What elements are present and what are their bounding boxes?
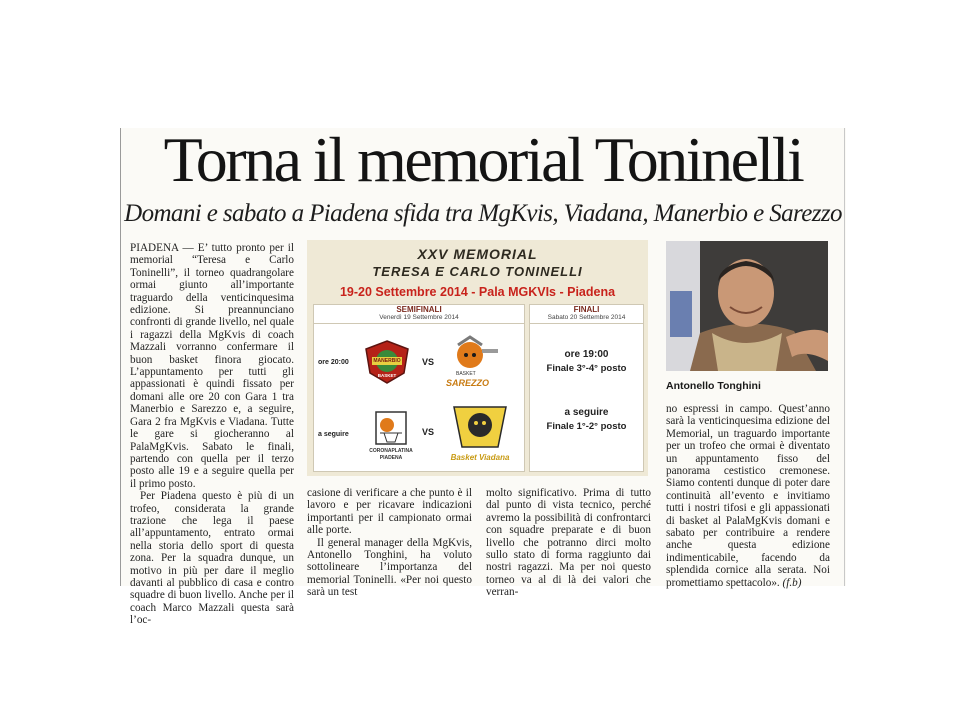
photo-antonello-tonghini [666,241,828,371]
semifinal-panel [313,304,525,472]
photo-caption: Antonello Tonghini [666,380,761,392]
team-label: PIADENA [379,455,403,461]
article-column-3 [486,487,651,599]
semifinal-heading: SEMIFINALI [396,305,442,314]
paragraph: PIADENA — E’ tutto pronto per il memorial “Teresa e Carlo Toninelli”, il torneo quadrangolare ormai giunto all’importante traguardo della venticinquesima edizione. Si preannunciano confronti di grande livello, nel quale i ragazzi della MgKvis di coach Mazzali vorranno confermare il buon basket finora giocato. L’appuntamento per tutti gli appassionati è quindi fissato per domani alle ore 20 con Gara 1 tra Manerbio e Sarezzo e, a seguire, Gara 2 fra MgKvis e Viadana. Tutte le gare si giocheranno al PalaMgKvis. Sabato le finali, partendo con quella per il terzo posto alle 19 e a seguire quella per il primo posto. [130,242,294,490]
subheadline: Domani e sabato a Piadena sfida tra MgKvis, Viadana, Manerbio e Sarezzo [124,200,842,227]
final-panel [529,304,644,472]
poster-title: XXV MEMORIAL [417,246,538,262]
paragraph: Il general manager della MgKvis, Antonello Tonghini, ha voluto sottolineare l’importanza del memorial Toninelli. «Per noi questo sarà un test [307,536,472,599]
versus-label: VS [422,427,435,437]
column-rule-left [120,128,121,586]
memorial-poster [307,240,648,476]
semifinal-time-1: ore 20:00 [318,359,349,366]
article-column-2 [307,487,472,599]
manerbio-logo [362,339,412,385]
coronaplatina-logo [354,409,428,465]
article-column-4 [666,403,830,589]
team-name: MANERBIO [373,358,401,364]
portrait-photo [666,241,828,371]
paragraph [666,403,830,589]
final-match-2: Finale 1°-2° posto [546,421,627,432]
basket-icon [354,409,428,447]
versus-label: VS [422,357,435,367]
article-column-1 [130,242,294,627]
semifinal-time-2: a seguire [318,431,349,438]
sarezzo-logo [442,335,500,389]
paragraph-text: no espressi in campo. Quest’anno sarà la venticinquesima edizione del Memorial, un traguardo importante per un trofeo che ormai è diventato un appuntamento fisso del panorama cestistico cremonese. Siamo contenti dunque di poter dare continuità all’evento e invitiamo tutti i nostri tifosi e gli appassionati di basket al PalaMgKvis domani e sabato per contribuire a rendere anche questa edizione indimenticabile, facendo da splendida cornice alla serata. Noi promettiamo spettacolo». [666,403,830,589]
team-name: Basket Viadana [450,453,510,462]
panther-icon [438,403,522,451]
paragraph: casione di verificare a che punto è il lavoro e per ricavare indicazioni importanti per il campionato ormai alle porte. [307,487,472,537]
final-date: Sabato 20 Settembre 2014 [530,314,643,324]
paragraph: Per Piadena questo è più di un trofeo, considerata la grande trazione che lega il paese all’appuntamento, entrato ormai nella storia dello sport di questa zona. Per la squadra dunque, un motivo in più per dare il meglio davanti al pubblico di casa e contro squadre di buon livello. Anche per il coach Marco Mazzali questa sarà l’oc- [130,490,294,627]
author-signature: (f.b) [782,576,802,589]
team-name: SAREZZO [446,378,490,388]
paragraph: molto significativo. Prima di tutto dal punto di vista tecnico, perché avremo la possibilità di confrontarci con squadre preparate e di buon livello che potranno dirci molto sullo stato di forma raggiunto dai nostri ragazzi. Ma per noi questo torneo va al di là dei valori che verran- [486,487,651,599]
headline: Torna il memorial Toninelli [163,124,803,195]
semifinal-date: Venerdì 19 Settembre 2014 [314,314,524,324]
team-label: BASKET [456,371,476,377]
team-label: BASKET [377,373,397,378]
poster-subtitle: TERESA E CARLO TONINELLI [372,264,583,279]
final-time-1: ore 19:00 [564,349,609,360]
column-rule-right [844,128,845,586]
team-name: CORONAPLATINA [369,448,413,454]
viadana-logo [438,403,522,469]
final-time-2: a seguire [564,407,609,418]
poster-dates: 19-20 Settembre 2014 - Pala MGKVIs - Piadena [339,285,616,299]
warrior-icon [442,335,500,375]
final-heading: FINALI [573,305,600,314]
final-match-1: Finale 3°-4° posto [546,363,627,374]
